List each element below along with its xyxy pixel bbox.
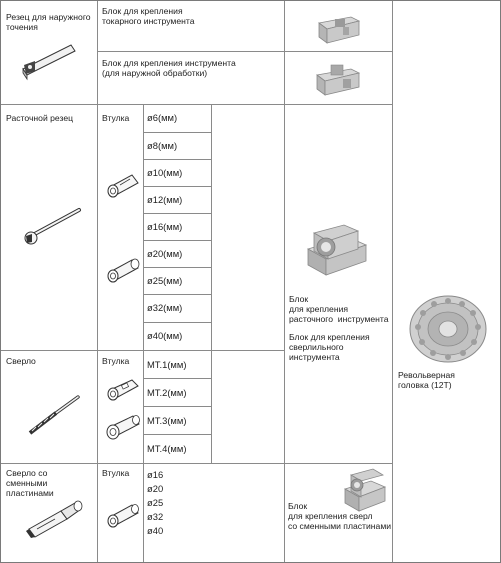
turning-tool-label: Резец для наружного точения: [6, 12, 91, 32]
size-cell: ø8(мм): [147, 140, 178, 151]
size-cell: ø40: [147, 525, 164, 536]
insert-drill-label: Сверло со сменными пластинами: [6, 468, 54, 498]
insert-sleeve-label: Втулка: [102, 468, 130, 478]
sleeve-tube-icon: [104, 256, 142, 286]
row-divider: [285, 51, 392, 52]
lathe-block-label: Блок для крепления токарного инструмента: [102, 6, 195, 26]
lathe-block-icon: [315, 11, 363, 45]
drilling-block-label: Блок для крепления сверлильного инструмента: [289, 332, 370, 362]
insert-sleeve-icon: [104, 501, 142, 531]
col-divider: [392, 1, 393, 562]
external-block-icon: [313, 61, 363, 97]
morse-sleeve-large-icon: [103, 411, 143, 443]
col-divider: [143, 104, 144, 562]
size-cell: ø20: [147, 483, 164, 494]
size-cell: ø25: [147, 497, 164, 508]
size-cell: ø32: [147, 511, 164, 522]
insert-drill-block-label: Блок для крепления сверл со сменными пластинами: [288, 501, 392, 531]
drill-icon: [26, 393, 80, 437]
row-divider: [1, 104, 392, 105]
turret-label: Револьверная головка (12T): [398, 370, 455, 390]
size-cell: ø32(мм): [147, 302, 183, 313]
size-cell: ø16: [147, 469, 164, 480]
size-cell: МТ.1(мм): [147, 359, 187, 370]
size-cell: ø6(мм): [147, 112, 178, 123]
row-divider: [97, 51, 284, 52]
boring-bar-icon: [21, 206, 83, 248]
size-cell: ø16(мм): [147, 221, 183, 232]
size-cell: ø12(мм): [147, 194, 183, 205]
boring-sleeve-label: Втулка: [102, 113, 130, 123]
boring-block-label: Блок для крепления расточного инструмента: [289, 294, 389, 324]
size-cell: МТ.4(мм): [147, 443, 187, 454]
col-divider: [211, 104, 212, 464]
turning-tool-icon: [21, 39, 81, 79]
col-divider: [284, 1, 285, 562]
turret-icon: [406, 293, 490, 365]
morse-sleeve-small-icon: [104, 376, 142, 404]
insert-drill-icon: [25, 497, 85, 539]
size-cell: МТ.3(мм): [147, 415, 187, 426]
drill-tool-label: Сверло: [6, 356, 36, 366]
drill-sleeve-label: Втулка: [102, 356, 130, 366]
boring-tool-label: Расточной резец: [6, 113, 74, 123]
size-cell: ø40(мм): [147, 330, 183, 341]
sleeve-split-icon: [104, 171, 142, 201]
col-divider: [97, 1, 98, 562]
size-cell: ø25(мм): [147, 275, 183, 286]
row-divider: [1, 463, 392, 464]
size-cell: ø20(мм): [147, 248, 183, 259]
size-cell: ø10(мм): [147, 167, 183, 178]
size-cell: МТ.2(мм): [147, 387, 187, 398]
boring-block-icon: [304, 219, 370, 279]
external-block-label: Блок для крепления инструмента (для наружной обработки): [102, 58, 236, 78]
